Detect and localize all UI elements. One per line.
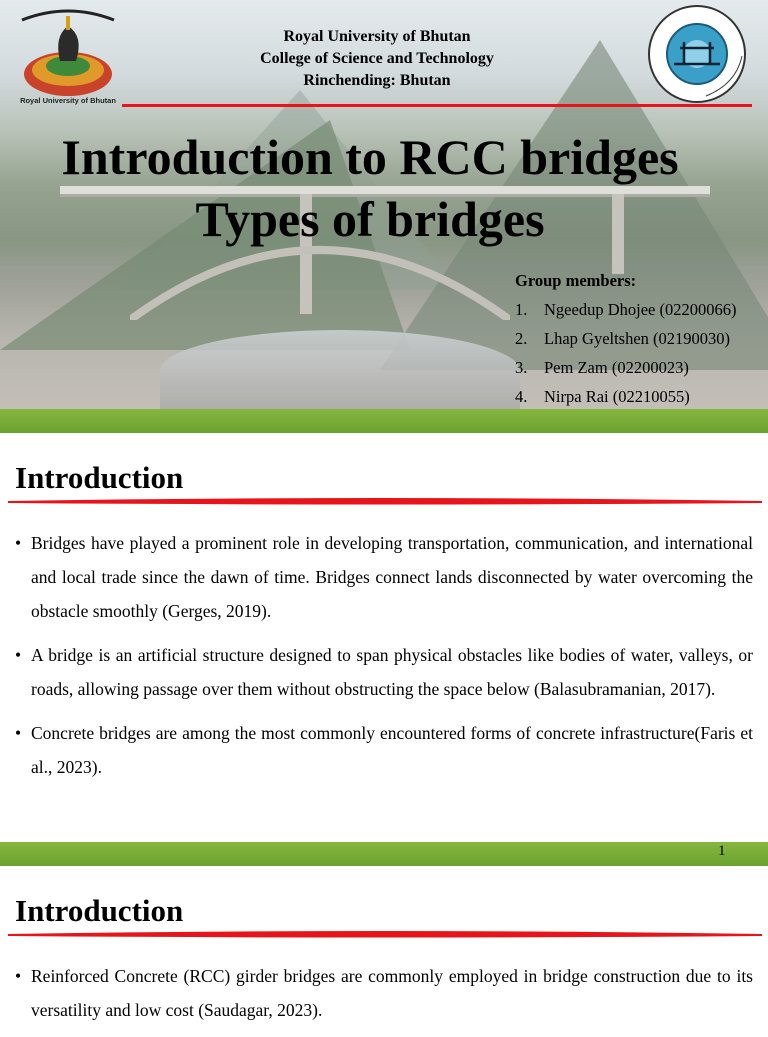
presentation-title <box>0 126 740 250</box>
slide-heading: Introduction <box>15 460 184 495</box>
title-line-1: Introduction to RCC bridges <box>61 129 679 185</box>
group-members <box>515 266 768 411</box>
heading-underline <box>8 497 762 507</box>
rub-logo-caption: Royal University of Bhutan <box>20 96 116 105</box>
bullet-item: • Reinforced Concrete (RCC) girder bridges are commonly employed in bridge construction due to its versatility and low cost (Saudagar, 2023). <box>15 959 753 1027</box>
member-item: 1. Ngeedup Dhojee (02200066) <box>515 300 737 319</box>
institution-header <box>200 26 554 92</box>
header-divider <box>122 104 752 107</box>
group-members-heading: Group members: <box>515 271 637 290</box>
university-name: Royal University of Bhutan <box>283 28 471 45</box>
bullet-item: • Bridges have played a prominent role in developing transportation, communication, and international and local trade since the dawn of time. Bridges connect lands disconnected by water overcoming the obstacle smoothly (Gerges, 2019). <box>15 526 753 628</box>
bullet-list <box>15 959 753 1037</box>
college-name: College of Science and Technology <box>260 50 494 67</box>
member-item: 3. Pem Zam (02200023) <box>515 358 689 377</box>
title-slide <box>0 0 768 412</box>
bullet-item: • Concrete bridges are among the most commonly encountered forms of concrete infrastructure(Faris et al., 2023). <box>15 716 753 784</box>
title-line-2: Types of bridges <box>195 191 545 247</box>
slide-footer-bar <box>0 842 768 866</box>
rub-logo <box>14 6 122 106</box>
location: Rinchending: Bhutan <box>303 72 451 89</box>
bullet-list <box>15 526 753 794</box>
member-item: 4. Nirpa Rai (02210055) <box>515 387 690 406</box>
member-item: 2. Lhap Gyeltshen (02190030) <box>515 329 731 348</box>
page-number: 1 <box>718 843 726 859</box>
heading-underline <box>8 930 762 940</box>
bullet-item: • A bridge is an artificial structure designed to span physical obstacles like bodies of water, valleys, or roads, allowing passage over them without obstructing the space below (Balasubramanian, 2017). <box>15 638 753 706</box>
slide-heading: Introduction <box>15 893 184 928</box>
cst-logo <box>644 4 750 104</box>
slide-footer-bar <box>0 409 768 433</box>
